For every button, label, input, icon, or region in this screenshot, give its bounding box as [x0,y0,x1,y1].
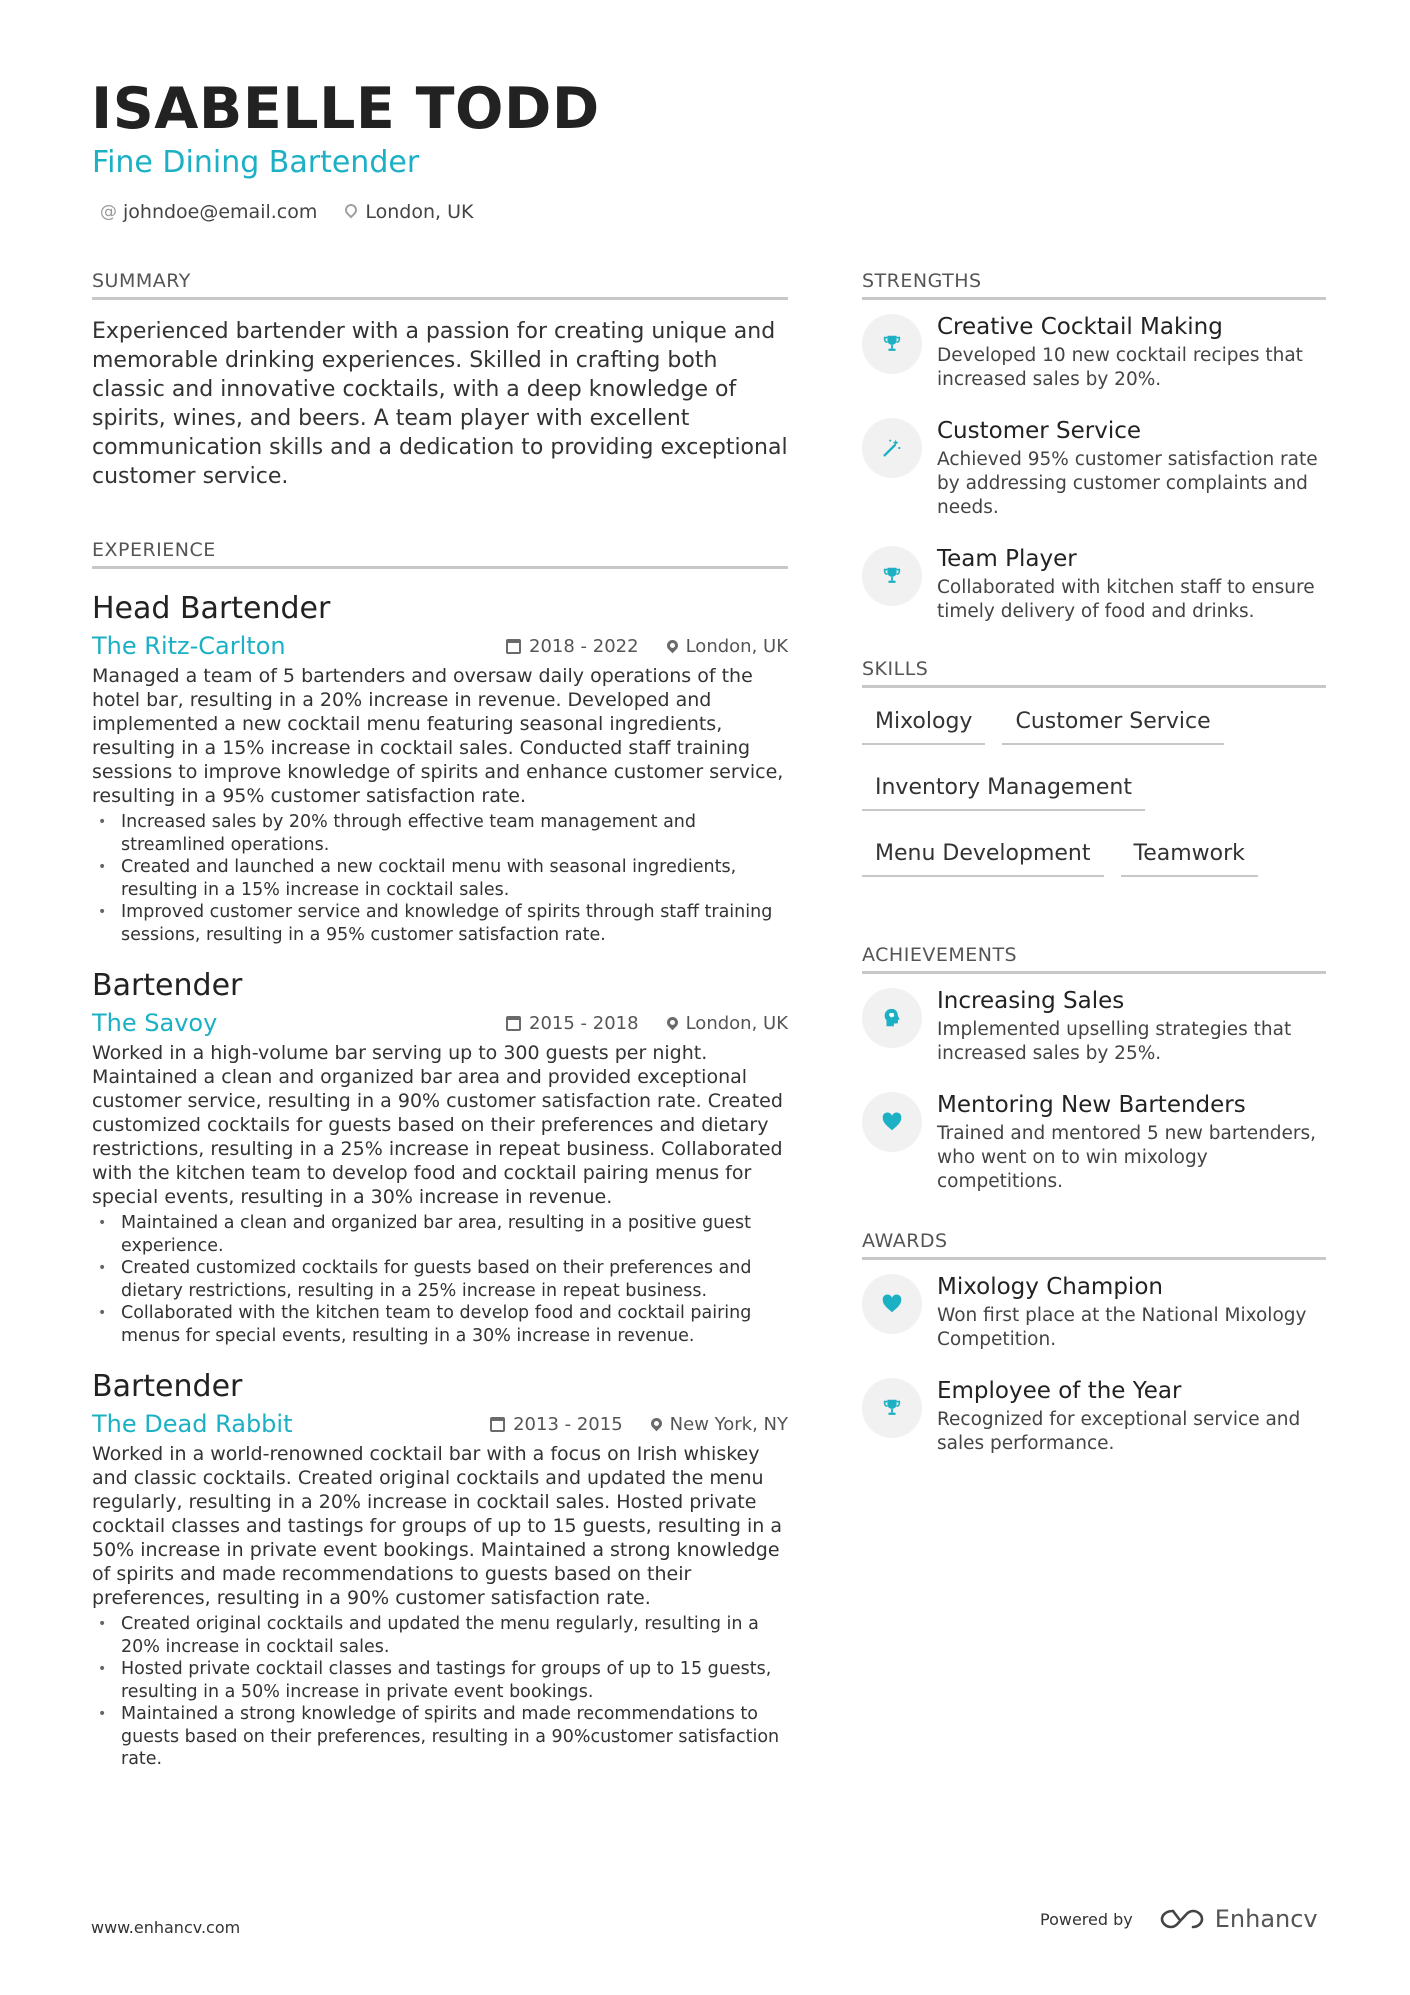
award-item-title: Mixology Champion [937,1274,1163,1300]
strength-item-description: Achieved 95% customer satisfaction rate by addressing customer complaints and needs. [937,449,1318,518]
trophy-icon [862,314,922,374]
job-company: The Dead Rabbit [92,1410,293,1438]
trophy-icon [862,546,922,606]
strengths-section [862,268,1326,624]
award-item-description: Won first place at the National Mixology Competition. [937,1305,1307,1350]
job-company: The Ritz-Carlton [92,632,286,660]
skill-tag: Customer Service [1002,702,1223,745]
job-dates [506,1013,639,1034]
candidate-title: Fine Dining Bartender [92,145,420,180]
calendar-icon [506,1016,521,1031]
strengths-heading: STRENGTHS [862,268,1326,300]
powered-by-label: Powered by [1040,1909,1133,1929]
job-bullet: • Increased sales by 20% through effective team management and streamlined operations. [92,811,788,856]
strength-item-body [937,544,1326,624]
job-meta [462,1414,788,1435]
skill-tag: Menu Development [862,834,1104,877]
job-bullet: • Maintained a clean and organized bar area, resulting in a positive guest experience. [92,1212,788,1257]
job-role: Bartender [92,968,243,1003]
strength-item-body [937,416,1326,520]
awards-section [862,1228,1326,1456]
job-description: Worked in a high-volume bar serving up to 300 guests per night. Maintained a clean and organized bar area and provided exceptional customer service, resulting in a 90% customer satisfaction rate. Created customized cocktails for guests based on their preferences and dietary restrictions, resulting in a 25% increase in repeat business. Collaborated with the kitchen team to develop food and cocktail pairing menus for special events, resulting in a 30% increase in revenue. [92,1042,783,1208]
award-item [862,1272,1326,1352]
job-dates-text: 2015 - 2018 [529,1012,639,1034]
candidate-name: ISABELLE TODD [91,76,600,142]
job-location [667,636,788,657]
achievements-list [862,986,1326,1194]
achievement-item-body [937,986,1326,1066]
job-bullet: • Hosted private cocktail classes and tastings for groups of up to 15 guests, resulting in a 50% increase in private event bookings. [92,1658,788,1703]
job-bullets [92,811,788,946]
footer-website[interactable]: www.enhancv.com [91,1918,241,1937]
achievement-item-body [937,1090,1326,1194]
job-entry [92,1369,788,1771]
job-company: The Savoy [92,1009,218,1037]
strength-item [862,544,1326,624]
awards-list [862,1272,1326,1456]
enhancv-logo-icon [1159,1907,1205,1931]
contact-email[interactable] [100,199,317,225]
job-dates [490,1414,623,1435]
summary-heading: SUMMARY [92,268,788,300]
job-bullets [92,1212,788,1347]
job-bullet: • Maintained a strong knowledge of spirits and made recommendations to guests based on their preferences, resulting in a 90%customer satisfaction rate. [92,1703,788,1771]
job-role: Head Bartender [92,591,331,626]
award-item-body [937,1376,1326,1456]
left-column [92,268,788,1771]
location-pin-icon [343,202,360,219]
achievements-section [862,942,1326,1194]
footer-branding [1040,1905,1318,1933]
magic-wand-icon [862,418,922,478]
job-bullet: • Created original cocktails and updated the menu regularly, resulting in a 20% increase in cocktail sales. [92,1613,788,1658]
job-role: Bartender [92,1369,243,1404]
job-company-row [92,1409,788,1439]
job-dates-text: 2018 - 2022 [529,635,639,657]
job-entry [92,968,788,1347]
skill-tag: Inventory Management [862,768,1145,811]
skills-heading: SKILLS [862,656,1326,688]
contact-row [100,199,501,225]
trophy-icon [862,1378,922,1438]
job-location-text: New York, NY [669,1413,788,1435]
calendar-icon [506,639,521,654]
achievement-item-description: Trained and mentored 5 new bartenders, who went on to win mixology competitions. [937,1123,1317,1192]
contact-location [345,199,473,225]
strength-item-title: Team Player [937,546,1077,572]
location-text: London, UK [365,201,474,223]
job-dates [506,636,639,657]
award-item-title: Employee of the Year [937,1378,1182,1404]
at-icon: @ [100,202,117,222]
award-item-description: Recognized for exceptional service and sales performance. [937,1409,1301,1454]
job-meta [478,1013,788,1034]
strength-item [862,312,1326,392]
strength-item-description: Collaborated with kitchen staff to ensure timely delivery of food and drinks. [937,577,1315,622]
achievement-item-description: Implemented upselling strategies that increased sales by 25%. [937,1019,1292,1064]
brand-logo[interactable] [1159,1905,1318,1933]
job-bullet: • Collaborated with the kitchen team to develop food and cocktail pairing menus for special events, resulting in a 30% increase in revenue. [92,1302,788,1347]
job-bullet: • Created and launched a new cocktail menu with seasonal ingredients, resulting in a 15% increase in cocktail sales. [92,856,788,901]
awards-heading: AWARDS [862,1228,1326,1260]
job-dates-text: 2013 - 2015 [513,1413,623,1435]
brain-head-icon [862,988,922,1048]
strength-item-body [937,312,1326,392]
heart-icon [862,1092,922,1152]
job-meta [478,636,788,657]
strength-item-description: Developed 10 new cocktail recipes that increased sales by 20%. [937,345,1303,390]
job-description: Managed a team of 5 bartenders and oversaw daily operations of the hotel bar, resulting in a 20% increase in revenue. Developed and implemented a new cocktail menu featuring seasonal ingredients, resulting in a 15% increase in cocktail sales. Conducted staff training sessions to improve knowledge of spirits and enhance customer service, resulting in a 95% customer satisfaction rate. [92,665,784,807]
job-company-row [92,1008,788,1038]
job-entry [92,591,788,946]
job-location-text: London, UK [685,635,788,657]
location-pin-icon [664,1014,680,1030]
skill-tag: Teamwork [1121,834,1258,877]
location-pin-icon [648,1415,664,1431]
job-bullet: • Improved customer service and knowledge of spirits through staff training sessions, resulting in a 95% customer satisfaction rate. [92,901,788,946]
email-text: johndoe@email.com [123,201,318,223]
achievement-item-title: Increasing Sales [937,988,1125,1014]
location-pin-icon [664,637,680,653]
skills-list [862,702,1326,900]
job-description: Worked in a world-renowned cocktail bar with a focus on Irish whiskey and classic cocktails. Created original cocktails and updated the menu regularly, resulting in a 20% increase in cocktail sales. Hosted private cocktail classes and tastings for groups of up to 15 guests, resulting in a 50% increase in private event bookings. Maintained a strong knowledge of spirits and made recommendations to guests based on their preferences, resulting in a 90% customer satisfaction rate. [92,1443,782,1609]
brand-name: Enhancv [1214,1905,1318,1933]
achievement-item-title: Mentoring New Bartenders [937,1092,1246,1118]
job-location [651,1414,788,1435]
job-bullets [92,1613,788,1771]
skill-tag: Mixology [862,702,985,745]
strength-item-title: Customer Service [937,418,1142,444]
skills-section [862,656,1326,900]
job-bullet: • Created customized cocktails for guests based on their preferences and dietary restrictions, resulting in a 25% increase in repeat business. [92,1257,788,1302]
calendar-icon [490,1417,505,1432]
experience-section [92,537,788,1771]
strengths-list [862,312,1326,624]
experience-heading: EXPERIENCE [92,537,788,569]
job-location [667,1013,788,1034]
heart-icon [862,1274,922,1334]
summary-text: Experienced bartender with a passion for creating unique and memorable drinking experiences. Skilled in crafting both classic and innovative cocktails, with a deep knowledge of spirits, wines, and beers. A team player with excellent communication skills and a dedication to providing exceptional customer service. [92,319,788,489]
right-column [862,268,1326,1480]
job-list [92,591,788,1771]
achievement-item [862,1090,1326,1194]
job-company-row [92,631,788,661]
job-location-text: London, UK [685,1012,788,1034]
achievement-item [862,986,1326,1066]
award-item-body [937,1272,1326,1352]
achievements-heading: ACHIEVEMENTS [862,942,1326,974]
award-item [862,1376,1326,1456]
strength-item [862,416,1326,520]
strength-item-title: Creative Cocktail Making [937,314,1223,340]
